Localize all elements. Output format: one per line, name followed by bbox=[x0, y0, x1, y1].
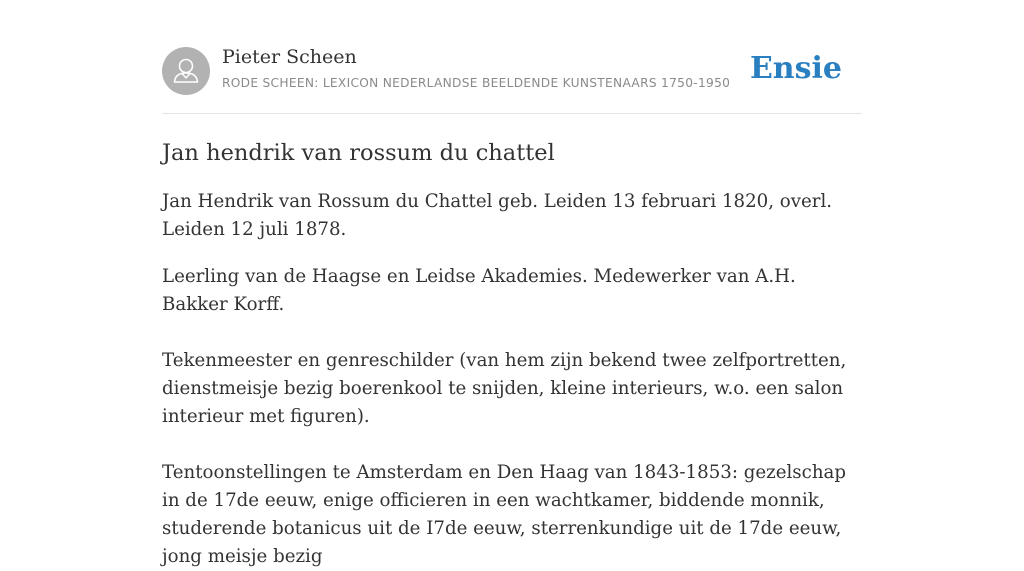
article-paragraph: Jan Hendrik van Rossum du Chattel geb. Leiden 13 februari 1820, overl. Leiden 12 juli 1878. bbox=[162, 191, 833, 240]
user-icon bbox=[162, 47, 210, 95]
article-paragraph: Leerling van de Haagse en Leidse Akademies. Medewerker van A.H. Bakker Korff. bbox=[162, 266, 796, 315]
article-paragraph: Tentoonstellingen te Amsterdam en Den Haag van 1843-1853: gezelschap in de 17de eeuw, enige officieren in een wachtkamer, biddende monnik, studerende botanicus uit de I7de eeuw, sterrenkundige uit de 17de eeuw, jong meisje bezig bbox=[162, 462, 847, 567]
article-content bbox=[162, 138, 862, 571]
ensie-logo[interactable]: Ensie bbox=[749, 51, 842, 86]
source-title[interactable]: RODE SCHEEN: LEXICON NEDERLANDSE BEELDENDE KUNSTENAARS 1750-1950 bbox=[222, 76, 731, 90]
article-title: Jan hendrik van rossum du chattel bbox=[162, 140, 555, 166]
author-name[interactable]: Pieter Scheen bbox=[222, 46, 357, 68]
avatar[interactable] bbox=[162, 47, 210, 95]
article-paragraph: Tekenmeester en genreschilder (van hem zijn bekend twee zelfportretten, dienstmeisje bezig boerenkool te snijden, kleine interieurs, w.o. een salon interieur met figuren). bbox=[162, 350, 847, 427]
article-header bbox=[162, 46, 862, 114]
